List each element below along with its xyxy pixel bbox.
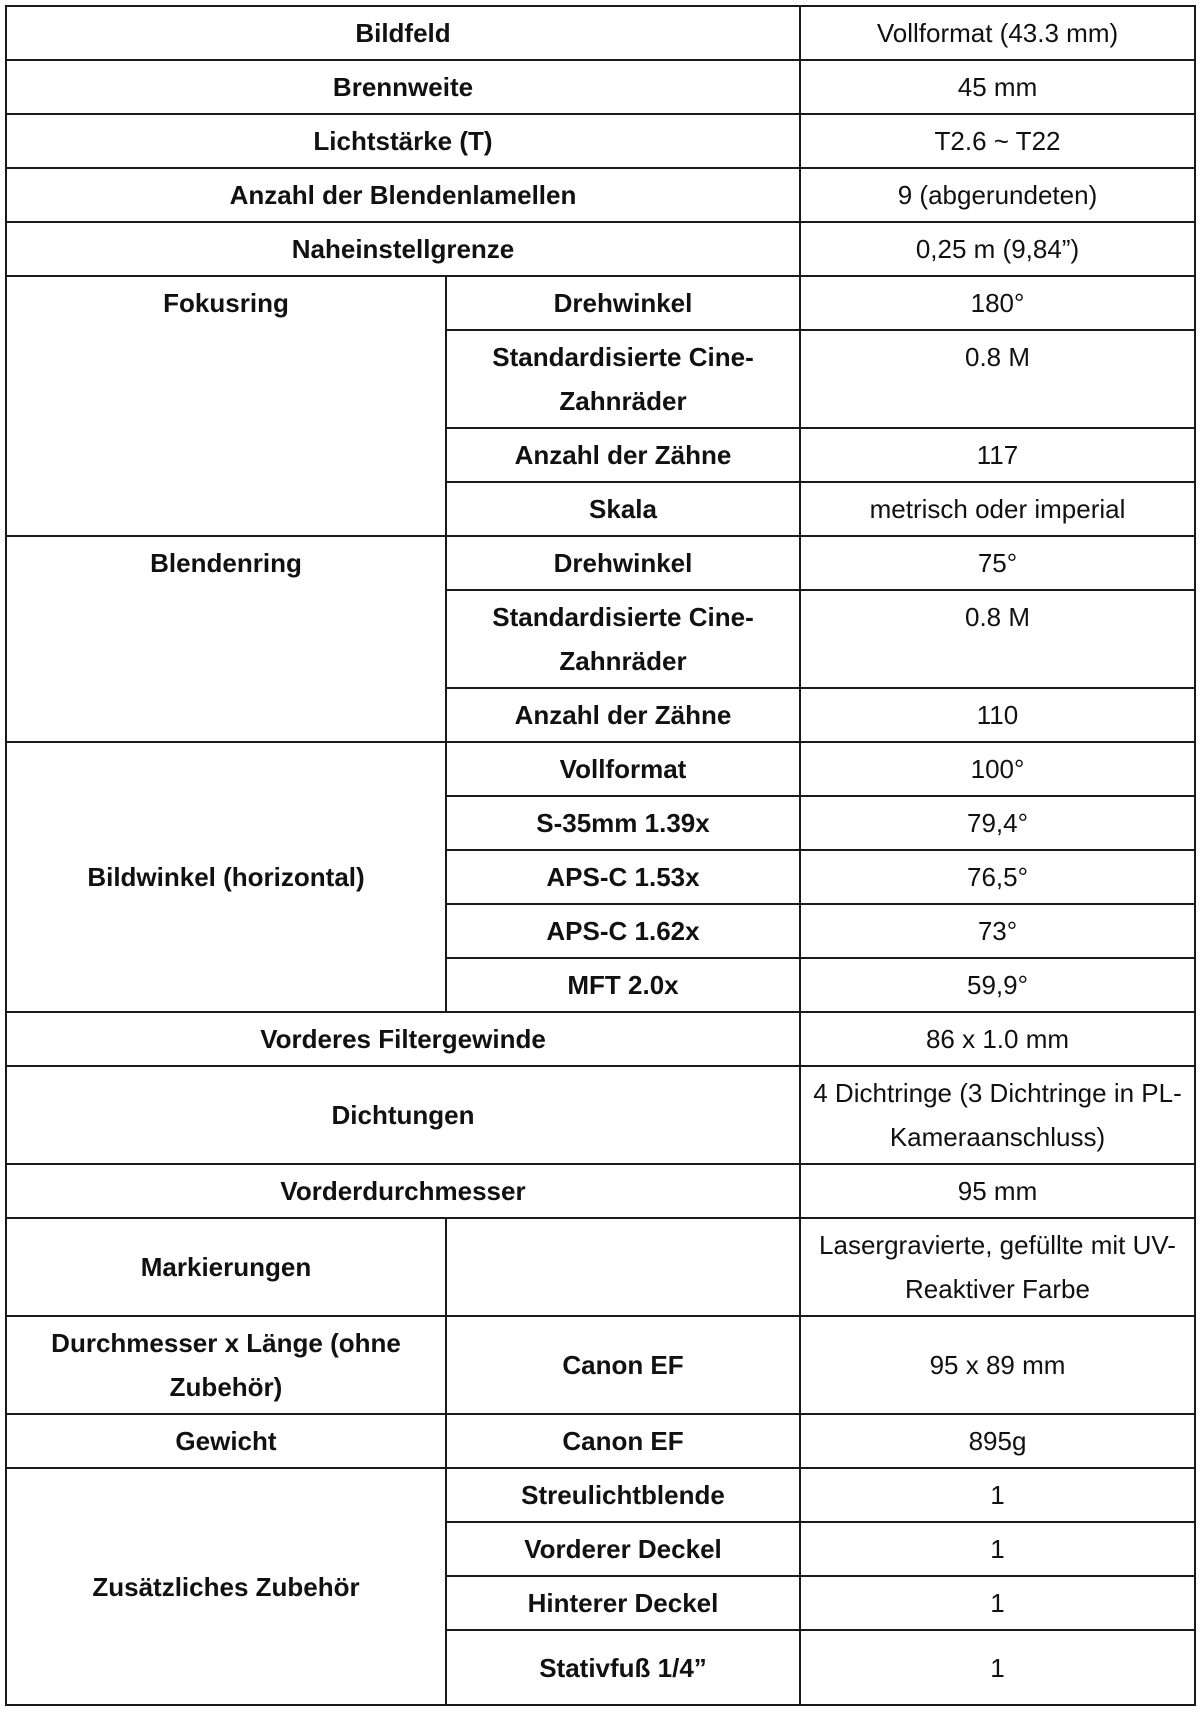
row-value: 1 (800, 1522, 1195, 1576)
row-label: Vorderes Filtergewinde (6, 1012, 800, 1066)
sub-label: Streulichtblende (446, 1468, 800, 1522)
table-row (6, 742, 1195, 796)
row-value: 75° (800, 536, 1195, 590)
row-value: 4 Dichtringe (3 Dichtringe in PL-Kameraanschluss) (800, 1066, 1195, 1164)
sub-label: APS-C 1.62x (446, 904, 800, 958)
row-label: Bildfeld (6, 6, 800, 60)
row-value: 1 (800, 1576, 1195, 1630)
sub-label: MFT 2.0x (446, 958, 800, 1012)
sub-label: APS-C 1.53x (446, 850, 800, 904)
row-value: 1 (800, 1468, 1195, 1522)
group-label-fokusring: Fokusring (6, 276, 446, 536)
row-value: 180° (800, 276, 1195, 330)
row-value: Vollformat (43.3 mm) (800, 6, 1195, 60)
sub-label: Standardisierte Cine-Zahnräder (446, 330, 800, 428)
table-row (6, 114, 1195, 168)
row-value: 79,4° (800, 796, 1195, 850)
row-value: 95 mm (800, 1164, 1195, 1218)
table-row (6, 1414, 1195, 1468)
row-value: 9 (abgerundeten) (800, 168, 1195, 222)
sub-label: Standardisierte Cine-Zahnräder (446, 590, 800, 688)
row-value: 76,5° (800, 850, 1195, 904)
table-row (6, 1316, 1195, 1414)
row-label: Anzahl der Blendenlamellen (6, 168, 800, 222)
row-label: Dichtungen (6, 1066, 800, 1164)
table-row (6, 276, 1195, 330)
table-row (6, 1066, 1195, 1164)
row-value: 45 mm (800, 60, 1195, 114)
row-value: metrisch oder imperial (800, 482, 1195, 536)
row-value: 59,9° (800, 958, 1195, 1012)
sub-label: Vollformat (446, 742, 800, 796)
sub-label: Drehwinkel (446, 276, 800, 330)
spec-table (5, 5, 1196, 1706)
row-value: 0.8 M (800, 590, 1195, 688)
sub-label: Skala (446, 482, 800, 536)
row-value: Lasergravierte, gefüllte mit UV-Reaktiver Farbe (800, 1218, 1195, 1316)
table-row (6, 1012, 1195, 1066)
table-row (6, 168, 1195, 222)
sub-label: Stativfuß 1/4” (446, 1630, 800, 1705)
row-value: 73° (800, 904, 1195, 958)
group-label-zubehoer: Zusätzliches Zubehör (6, 1468, 446, 1705)
row-label: Gewicht (6, 1414, 446, 1468)
table-row (6, 6, 1195, 60)
row-label: Durchmesser x Länge (ohne Zubehör) (6, 1316, 446, 1414)
sub-label (446, 1218, 800, 1316)
row-value: 117 (800, 428, 1195, 482)
table-row (6, 536, 1195, 590)
row-value: 895g (800, 1414, 1195, 1468)
row-value: 1 (800, 1630, 1195, 1705)
row-value: 0.8 M (800, 330, 1195, 428)
row-value: 86 x 1.0 mm (800, 1012, 1195, 1066)
row-value: 0,25 m (9,84”) (800, 222, 1195, 276)
row-label: Vorderdurchmesser (6, 1164, 800, 1218)
row-label: Lichtstärke (T) (6, 114, 800, 168)
row-value: 100° (800, 742, 1195, 796)
row-value: 95 x 89 mm (800, 1316, 1195, 1414)
row-label: Markierungen (6, 1218, 446, 1316)
sub-label: Anzahl der Zähne (446, 688, 800, 742)
table-row (6, 60, 1195, 114)
group-label-blendenring: Blendenring (6, 536, 446, 742)
row-value: T2.6 ~ T22 (800, 114, 1195, 168)
sub-label: Canon EF (446, 1316, 800, 1414)
row-label: Brennweite (6, 60, 800, 114)
table-row (6, 222, 1195, 276)
sub-label: Anzahl der Zähne (446, 428, 800, 482)
sub-label: Drehwinkel (446, 536, 800, 590)
sub-label: Canon EF (446, 1414, 800, 1468)
table-row (6, 1164, 1195, 1218)
group-label-bildwinkel: Bildwinkel (horizontal) (6, 742, 446, 1012)
table-row (6, 1468, 1195, 1522)
row-label: Naheinstellgrenze (6, 222, 800, 276)
table-row (6, 1218, 1195, 1316)
sub-label: Hinterer Deckel (446, 1576, 800, 1630)
sub-label: S-35mm 1.39x (446, 796, 800, 850)
sub-label: Vorderer Deckel (446, 1522, 800, 1576)
row-value: 110 (800, 688, 1195, 742)
